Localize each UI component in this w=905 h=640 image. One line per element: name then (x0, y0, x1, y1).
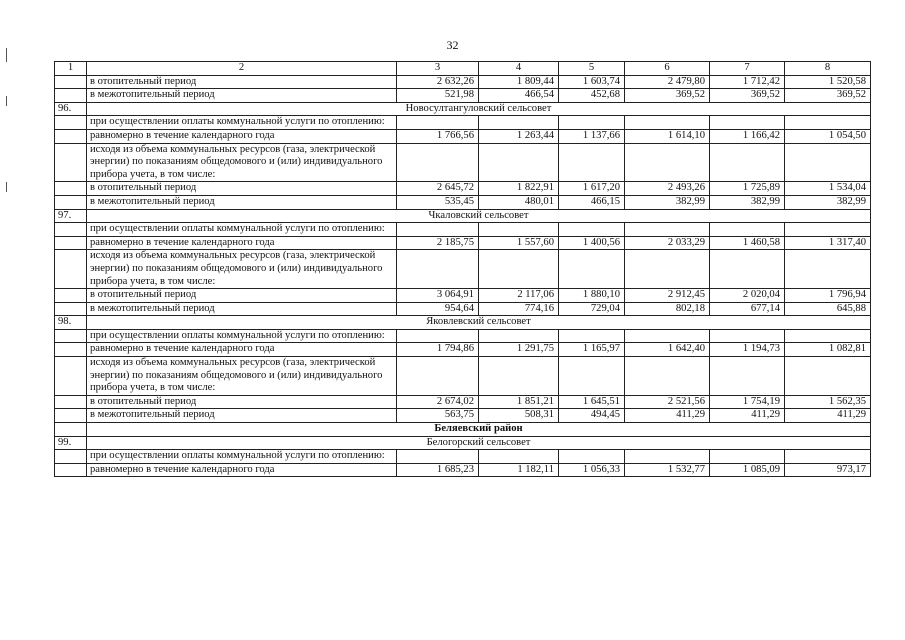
value-cell: 2 674,02 (397, 395, 479, 409)
row-description: исходя из объема коммунальных ресурсов (газа, электрической энергии) по показаниям общедомового и (или) индивидуального прибора учета, в том числе: (87, 250, 397, 289)
value-cell: 535,45 (397, 195, 479, 209)
value-cell: 645,88 (785, 302, 871, 316)
row-label: в межотопительный период (87, 409, 397, 423)
value-cell: 2 479,80 (625, 75, 710, 89)
empty-cell (559, 143, 625, 182)
data-row (55, 395, 871, 409)
value-cell: 802,18 (625, 302, 710, 316)
empty-cell (785, 450, 871, 464)
empty-cell (397, 143, 479, 182)
value-cell: 2 185,75 (397, 236, 479, 250)
section-row (55, 436, 871, 450)
value-cell: 954,64 (397, 302, 479, 316)
value-cell: 1 645,51 (559, 395, 625, 409)
value-cell: 411,29 (710, 409, 785, 423)
text-row (55, 250, 871, 289)
header-cell: 4 (479, 62, 559, 76)
value-cell: 1 085,09 (710, 463, 785, 477)
section-title: Белогорский сельсовет (87, 436, 871, 450)
row-description: исходя из объема коммунальных ресурсов (газа, электрической энергии) по показаниям общедомового и (или) индивидуального прибора учета, в том числе: (87, 357, 397, 396)
row-number (55, 463, 87, 477)
value-cell: 1 082,81 (785, 343, 871, 357)
row-label: равномерно в течение календарного года (87, 236, 397, 250)
text-row (55, 329, 871, 343)
value-cell: 1 534,04 (785, 182, 871, 196)
value-cell: 1 056,33 (559, 463, 625, 477)
value-cell: 1 796,94 (785, 289, 871, 303)
row-number (55, 357, 87, 396)
value-cell: 1 165,97 (559, 343, 625, 357)
header-cell: 2 (87, 62, 397, 76)
data-row (55, 289, 871, 303)
empty-cell (559, 223, 625, 237)
value-cell: 1 880,10 (559, 289, 625, 303)
value-cell: 466,15 (559, 195, 625, 209)
value-cell: 2 020,04 (710, 289, 785, 303)
header-cell: 1 (55, 62, 87, 76)
row-number (55, 250, 87, 289)
value-cell: 1 182,11 (479, 463, 559, 477)
value-cell: 2 117,06 (479, 289, 559, 303)
empty-cell (710, 223, 785, 237)
value-cell: 1 766,56 (397, 129, 479, 143)
data-row (55, 236, 871, 250)
row-label: в отопительный период (87, 182, 397, 196)
empty-cell (785, 116, 871, 130)
empty-cell (479, 223, 559, 237)
row-label: в отопительный период (87, 75, 397, 89)
row-number (55, 116, 87, 130)
row-description: при осуществлении оплаты коммунальной услуги по отоплению: (87, 450, 397, 464)
section-row (55, 102, 871, 116)
row-number: 98. (55, 316, 87, 330)
row-label: в межотопительный период (87, 302, 397, 316)
value-cell: 480,01 (479, 195, 559, 209)
data-row (55, 409, 871, 423)
empty-cell (785, 250, 871, 289)
value-cell: 494,45 (559, 409, 625, 423)
empty-cell (397, 357, 479, 396)
section-title: Яковлевский сельсовет (87, 316, 871, 330)
value-cell: 1 317,40 (785, 236, 871, 250)
empty-cell (710, 329, 785, 343)
value-cell: 1 617,20 (559, 182, 625, 196)
value-cell: 369,52 (785, 89, 871, 103)
row-number (55, 409, 87, 423)
value-cell: 677,14 (710, 302, 785, 316)
empty-cell (397, 450, 479, 464)
value-cell: 2 632,26 (397, 75, 479, 89)
value-cell: 452,68 (559, 89, 625, 103)
row-number (55, 395, 87, 409)
empty-cell (479, 116, 559, 130)
value-cell: 521,98 (397, 89, 479, 103)
section-title: Новосултангуловский сельсовет (87, 102, 871, 116)
header-row (55, 62, 871, 76)
value-cell: 1 520,58 (785, 75, 871, 89)
data-row (55, 129, 871, 143)
empty-cell (559, 450, 625, 464)
value-cell: 411,29 (785, 409, 871, 423)
row-number (55, 423, 87, 437)
data-row (55, 75, 871, 89)
empty-cell (625, 143, 710, 182)
value-cell: 382,99 (625, 195, 710, 209)
header-cell: 5 (559, 62, 625, 76)
row-number (55, 450, 87, 464)
value-cell: 1 851,21 (479, 395, 559, 409)
value-cell: 1 822,91 (479, 182, 559, 196)
value-cell: 1 166,42 (710, 129, 785, 143)
row-number (55, 182, 87, 196)
empty-cell (397, 116, 479, 130)
value-cell: 2 033,29 (625, 236, 710, 250)
row-number (55, 302, 87, 316)
empty-cell (785, 357, 871, 396)
row-number (55, 89, 87, 103)
empty-cell (479, 250, 559, 289)
value-cell: 369,52 (625, 89, 710, 103)
value-cell: 1 725,89 (710, 182, 785, 196)
empty-cell (710, 450, 785, 464)
value-cell: 1 400,56 (559, 236, 625, 250)
margin-mark (6, 182, 7, 192)
row-number (55, 143, 87, 182)
value-cell: 369,52 (710, 89, 785, 103)
value-cell: 729,04 (559, 302, 625, 316)
text-row (55, 357, 871, 396)
empty-cell (625, 329, 710, 343)
header-cell: 8 (785, 62, 871, 76)
value-cell: 508,31 (479, 409, 559, 423)
section-title: Чкаловский сельсовет (87, 209, 871, 223)
value-cell: 1 562,35 (785, 395, 871, 409)
text-row (55, 223, 871, 237)
value-cell: 382,99 (785, 195, 871, 209)
district-row (55, 423, 871, 437)
value-cell: 382,99 (710, 195, 785, 209)
header-cell: 7 (710, 62, 785, 76)
value-cell: 3 064,91 (397, 289, 479, 303)
empty-cell (397, 329, 479, 343)
row-label: равномерно в течение календарного года (87, 129, 397, 143)
row-description: исходя из объема коммунальных ресурсов (газа, электрической энергии) по показаниям общедомового и (или) индивидуального прибора учета, в том числе: (87, 143, 397, 182)
empty-cell (479, 357, 559, 396)
data-row (55, 302, 871, 316)
value-cell: 1 054,50 (785, 129, 871, 143)
value-cell: 1 291,75 (479, 343, 559, 357)
value-cell: 1 557,60 (479, 236, 559, 250)
empty-cell (625, 223, 710, 237)
data-row (55, 343, 871, 357)
page-number: 32 (446, 38, 459, 52)
value-cell: 1 794,86 (397, 343, 479, 357)
empty-cell (559, 116, 625, 130)
row-label: в межотопительный период (87, 195, 397, 209)
row-label: в отопительный период (87, 395, 397, 409)
empty-cell (710, 143, 785, 182)
row-number (55, 75, 87, 89)
row-number (55, 236, 87, 250)
row-description: при осуществлении оплаты коммунальной услуги по отоплению: (87, 223, 397, 237)
empty-cell (625, 357, 710, 396)
value-cell: 1 460,58 (710, 236, 785, 250)
margin-mark (6, 48, 7, 62)
value-cell: 2 493,26 (625, 182, 710, 196)
margin-mark (6, 96, 7, 106)
value-cell: 1 532,77 (625, 463, 710, 477)
empty-cell (397, 250, 479, 289)
row-number (55, 195, 87, 209)
value-cell: 2 912,45 (625, 289, 710, 303)
data-row (55, 89, 871, 103)
empty-cell (559, 329, 625, 343)
value-cell: 1 263,44 (479, 129, 559, 143)
value-cell: 1 194,73 (710, 343, 785, 357)
text-row (55, 143, 871, 182)
value-cell: 1 137,66 (559, 129, 625, 143)
empty-cell (559, 250, 625, 289)
empty-cell (785, 329, 871, 343)
value-cell: 1 642,40 (625, 343, 710, 357)
value-cell: 466,54 (479, 89, 559, 103)
empty-cell (785, 143, 871, 182)
row-number: 99. (55, 436, 87, 450)
value-cell: 1 685,23 (397, 463, 479, 477)
row-number: 97. (55, 209, 87, 223)
row-label: равномерно в течение календарного года (87, 343, 397, 357)
district-title: Беляевский район (87, 423, 871, 437)
row-description: при осуществлении оплаты коммунальной услуги по отоплению: (87, 116, 397, 130)
data-row (55, 182, 871, 196)
empty-cell (710, 116, 785, 130)
empty-cell (710, 357, 785, 396)
value-cell: 1 712,42 (710, 75, 785, 89)
header-cell: 6 (625, 62, 710, 76)
section-row (55, 316, 871, 330)
section-row (55, 209, 871, 223)
row-label: в отопительный период (87, 289, 397, 303)
value-cell: 563,75 (397, 409, 479, 423)
value-cell: 1 614,10 (625, 129, 710, 143)
value-cell: 2 521,56 (625, 395, 710, 409)
text-row (55, 116, 871, 130)
tariff-table (54, 61, 871, 477)
empty-cell (625, 450, 710, 464)
row-number (55, 223, 87, 237)
row-number (55, 329, 87, 343)
empty-cell (785, 223, 871, 237)
empty-cell (559, 357, 625, 396)
data-row (55, 463, 871, 477)
header-cell: 3 (397, 62, 479, 76)
data-row (55, 195, 871, 209)
empty-cell (479, 143, 559, 182)
empty-cell (479, 329, 559, 343)
empty-cell (625, 116, 710, 130)
row-label: в межотопительный период (87, 89, 397, 103)
row-label: равномерно в течение календарного года (87, 463, 397, 477)
empty-cell (710, 250, 785, 289)
row-description: при осуществлении оплаты коммунальной услуги по отоплению: (87, 329, 397, 343)
value-cell: 1 809,44 (479, 75, 559, 89)
value-cell: 774,16 (479, 302, 559, 316)
row-number (55, 289, 87, 303)
empty-cell (397, 223, 479, 237)
value-cell: 973,17 (785, 463, 871, 477)
empty-cell (479, 450, 559, 464)
value-cell: 411,29 (625, 409, 710, 423)
text-row (55, 450, 871, 464)
value-cell: 2 645,72 (397, 182, 479, 196)
table-body (55, 62, 871, 477)
row-number: 96. (55, 102, 87, 116)
value-cell: 1 754,19 (710, 395, 785, 409)
empty-cell (625, 250, 710, 289)
value-cell: 1 603,74 (559, 75, 625, 89)
row-number (55, 129, 87, 143)
row-number (55, 343, 87, 357)
